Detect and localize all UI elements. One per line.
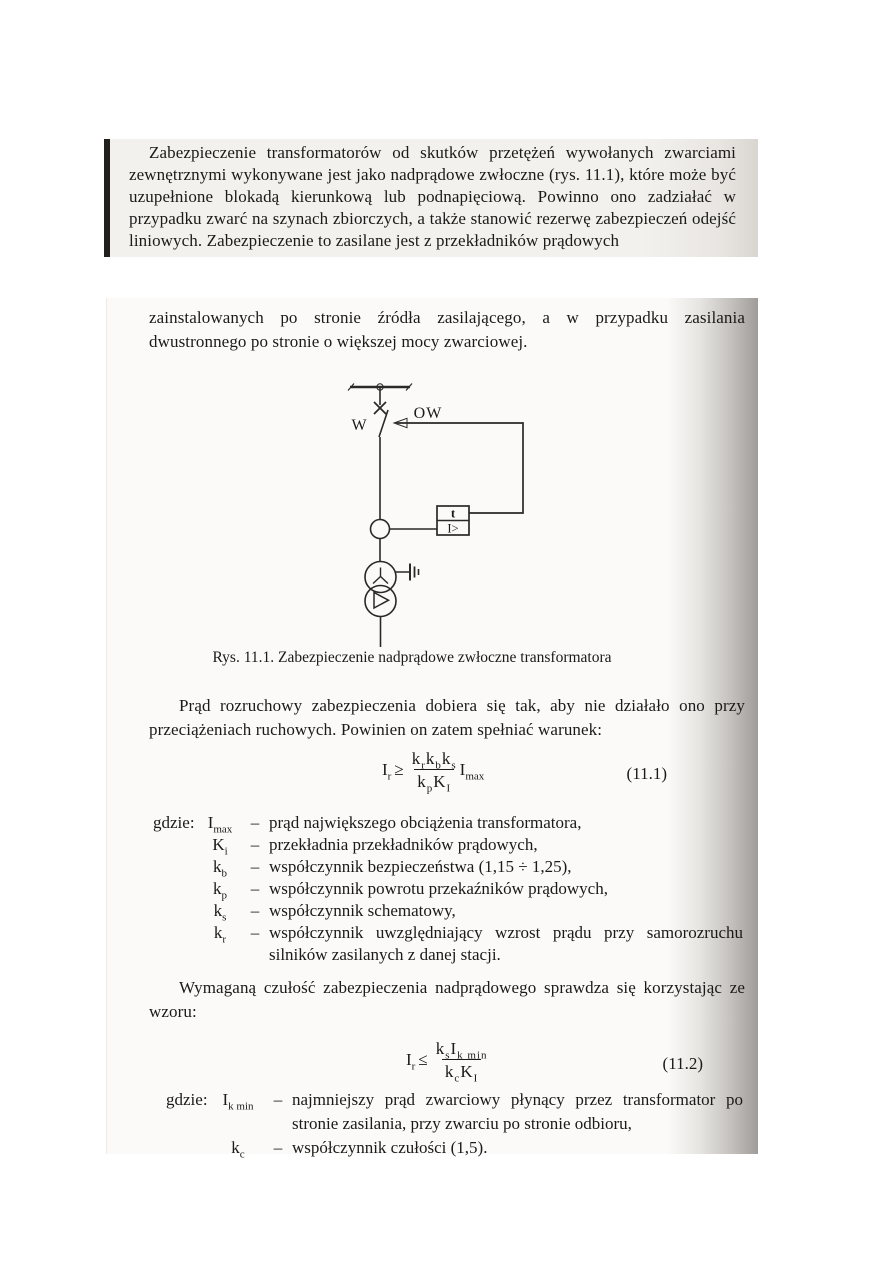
trip-loop — [394, 405, 523, 513]
symbol-term: $k_r$ — [213, 923, 227, 946]
eq1-tail: $I_{max}$ — [459, 760, 485, 783]
equation-11-2 — [149, 1040, 745, 1088]
paragraph-2: zainstalowanych po stronie źródła zasilającego, a w przypadku zasilania dwustronnego po stronie o większej mocy zwarciowej. — [149, 308, 745, 351]
equation-11-1 — [149, 750, 745, 798]
delta-winding-icon — [374, 593, 389, 609]
symbol-term: $k_p$ — [213, 879, 227, 902]
definition: najmniejszy prąd zwarciowy płynący przez transformator po stronie zasilania, przy zwarciu po stronie odbioru, — [292, 1090, 743, 1133]
eq1-number: (11.1) — [626, 764, 667, 783]
relay-overcurrent-label: I> — [447, 521, 459, 536]
eq2-relation: ≤ — [418, 1050, 428, 1069]
paragraph-4: Wymaganą czułość zabezpieczenia nadprądowego sprawdza się korzystając ze wzoru: — [149, 978, 745, 1021]
figure-caption: Rys. 11.1. Zabezpieczenie nadprądowe zwłoczne transformatora — [212, 649, 612, 666]
symbol-term: $k_s$ — [213, 901, 227, 924]
definition: współczynnik powrotu przekaźników prądowych, — [269, 879, 608, 898]
breaker-label: W — [351, 417, 367, 434]
symbol-term: $I_{max}$ — [207, 813, 233, 836]
main-scan-block — [106, 298, 758, 1161]
eq2-fraction: $\frac{k_sI_{k min}}{k_cK_I}$ — [435, 1039, 488, 1085]
relay-box — [437, 506, 469, 536]
eq1-fraction: $\frac{k_rk_bk_s}{k_pK_I}$ — [411, 749, 457, 795]
circuit-breaker — [351, 387, 388, 437]
symbol-term: $I_{k min}$ — [222, 1090, 254, 1113]
definitions-list-2: gdzie: $I_{k min}$ – najmniejszy prąd zwarciowy płynący przez transformator po stronie zasilania, przy zwarciu po stronie odbioru, $k_c$ – współczynnik czułości (1,5). — [166, 1090, 743, 1161]
symbol-term: $k_c$ — [231, 1138, 245, 1161]
symbol-term: $K_i$ — [212, 835, 228, 858]
trip-signal-label-text: OW — [413, 405, 443, 422]
transformer-symbol — [365, 562, 396, 648]
eq1-relation: ≥ — [394, 760, 404, 779]
circuit-diagram — [301, 374, 563, 650]
definition: przekładnia przekładników prądowych, — [269, 835, 538, 854]
eq1-lhs: $I_r$ — [382, 760, 392, 783]
definition: współczynnik schematowy, — [269, 901, 456, 920]
figure-11-1 — [301, 374, 563, 650]
eq2-number: (11.2) — [662, 1054, 703, 1073]
symbol-term: $k_b$ — [213, 857, 227, 880]
definition: współczynnik uwzględniający wzrost prądu przy samorozruchu silników zasilanych z danej stacji. — [269, 923, 743, 964]
paragraph-1: Zabezpieczenie transformatorów od skutków przetężeń wywołanych zwarciami zewnętrznymi wykonywane jest jako nadprądowe zwłoczne (rys. 11.1), które może być uzupełnione blokadą kierunkową lub podnapięciową. Powinno ono zadziałać w przypadku zwarć na szynach zbiorczych, a także stanowić rezerwę zabezpieczeń odejść liniowych. Zabezpieczenie to zasilane jest z przekładników prądowych — [129, 143, 736, 250]
definition: współczynnik czułości (1,5). — [292, 1138, 488, 1157]
where-label: gdzie: — [153, 813, 195, 832]
where-label: gdzie: — [166, 1090, 208, 1109]
eq2-lhs: $I_r$ — [406, 1050, 416, 1073]
current-transformer — [371, 520, 438, 539]
definition: współczynnik bezpieczeństwa (1,15 ÷ 1,25), — [269, 857, 572, 876]
relay-time-label: t — [450, 505, 456, 521]
definition: prąd największego obciążenia transformatora, — [269, 813, 582, 832]
wye-winding-icon — [373, 568, 388, 584]
definitions-list-1: gdzie: $I_{max}$ – prąd największego obciążenia transformatora, $K_i$ – przekładnia przekładników prądowych, $k_b$ – współczynnik bezpieczeństwa (1,15 ÷ 1,25), $k_p$ – współczynnik powrotu przekaźników prądowych, $k_s$ – współczynnik schematowy, $k_r$ – współczynnik uwzględniający wzrost prądu przy samorozruchu silników zasilanych z danej stacji. — [153, 813, 743, 964]
top-paragraph-block — [104, 139, 758, 257]
paragraph-3: Prąd rozruchowy zabezpieczenia dobiera się tak, aby nie działało ono przy przeciążeniach ruchowych. Powinien on zatem spełniać warunek: — [149, 696, 745, 739]
ground-symbol — [395, 564, 419, 581]
